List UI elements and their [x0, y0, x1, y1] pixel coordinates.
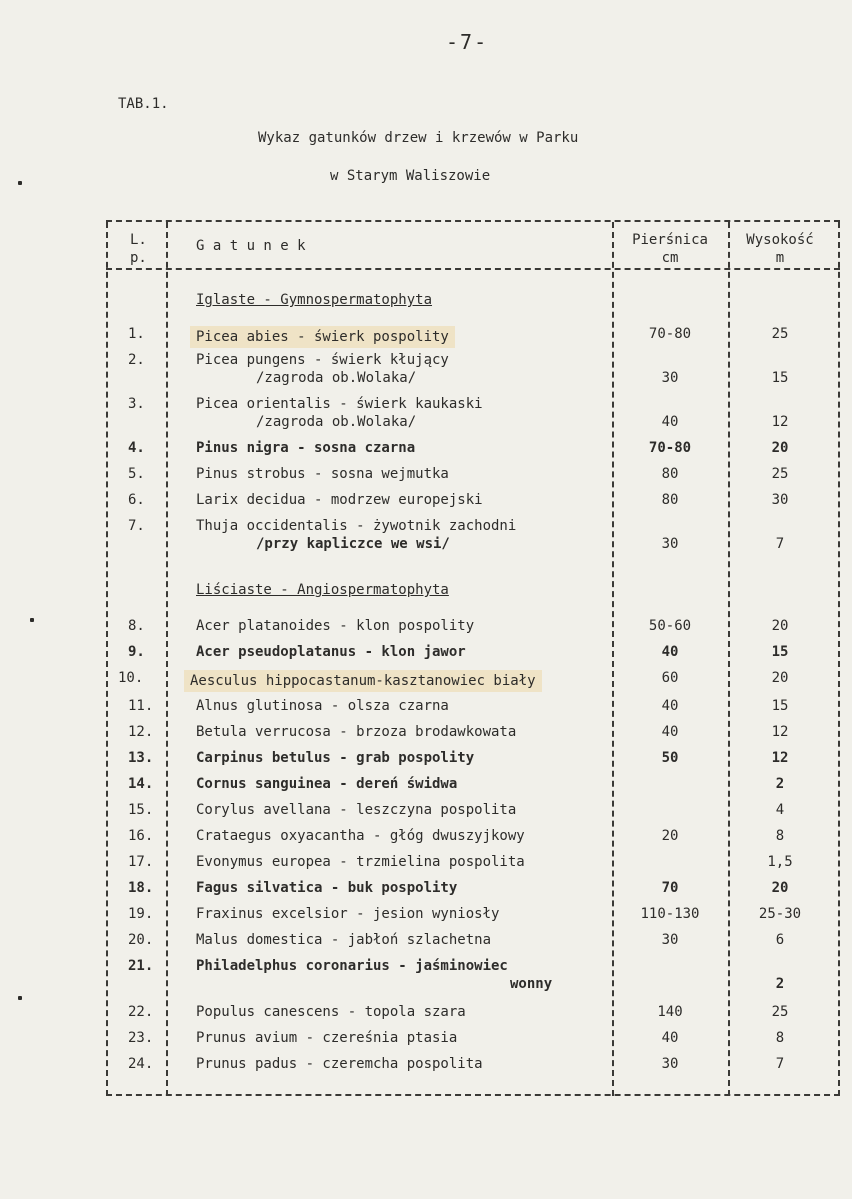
- girth-value: 40: [661, 698, 679, 714]
- height-value: 25: [771, 466, 789, 482]
- header-girth-unit: cm: [661, 250, 679, 266]
- row-number: 22.: [128, 1004, 154, 1020]
- row-number: 1.: [128, 326, 145, 342]
- row-number: 19.: [128, 906, 154, 922]
- table-row: [0, 828, 852, 848]
- table-row: [0, 1004, 852, 1024]
- height-value: 15: [771, 698, 789, 714]
- table-row: [0, 352, 852, 386]
- species-name: Alnus glutinosa - olsza czarna: [196, 698, 449, 714]
- girth-value: 40: [661, 1030, 679, 1046]
- table-row: [0, 518, 852, 552]
- header-height-unit: m: [775, 250, 785, 266]
- species-note: wonny: [510, 976, 553, 992]
- species-name: Larix decidua - modrzew europejski: [196, 492, 483, 508]
- header-species: G a t u n e k: [196, 238, 306, 254]
- row-number: 6.: [128, 492, 145, 508]
- height-value: 12: [771, 414, 789, 430]
- row-number: 11.: [128, 698, 154, 714]
- table-row: [0, 326, 852, 346]
- species-name: Philadelphus coronarius - jaśminowiec: [196, 958, 508, 974]
- species-name: Acer platanoides - klon pospolity: [196, 618, 475, 634]
- row-number: 18.: [128, 880, 154, 896]
- girth-value: 40: [661, 724, 679, 740]
- row-number: 13.: [128, 750, 154, 766]
- girth-value: 30: [661, 932, 679, 948]
- height-value: 6: [775, 932, 785, 948]
- height-value: 7: [775, 536, 785, 552]
- table-row: [0, 670, 852, 690]
- species-note: /zagroda ob.Wolaka/: [256, 370, 417, 386]
- girth-value: 110-130: [640, 906, 700, 922]
- species-name: Pinus strobus - sosna wejmutka: [196, 466, 449, 482]
- table-row: [0, 958, 852, 992]
- row-number: 8.: [128, 618, 145, 634]
- species-name: Picea orientalis - świerk kaukaski: [196, 396, 483, 412]
- species-name: Crataegus oxyacantha - głóg dwuszyjkowy: [196, 828, 525, 844]
- girth-value: 70: [661, 880, 679, 896]
- height-value: 25-30: [758, 906, 802, 922]
- girth-value: 70-80: [648, 326, 692, 342]
- table-row: [0, 396, 852, 430]
- table-row: [0, 906, 852, 926]
- species-name: Aesculus hippocastanum-kasztanowiec biały: [184, 670, 542, 692]
- girth-value: 50-60: [648, 618, 692, 634]
- height-value: 20: [771, 880, 789, 896]
- row-number: 15.: [128, 802, 154, 818]
- height-value: 20: [771, 440, 789, 456]
- row-number: 10.: [118, 670, 144, 686]
- section-heading-deciduous: Liściaste - Angiospermatophyta: [196, 582, 449, 598]
- girth-value: 140: [657, 1004, 683, 1020]
- girth-value: 50: [661, 750, 679, 766]
- header-height: Wysokość: [746, 232, 814, 248]
- table-label: TAB.1.: [118, 96, 169, 112]
- row-number: 21.: [128, 958, 154, 974]
- row-number: 17.: [128, 854, 154, 870]
- species-name: Acer pseudoplatanus - klon jawor: [196, 644, 466, 660]
- girth-value: 30: [661, 1056, 679, 1072]
- species-name: Picea abies - świerk pospolity: [190, 326, 455, 348]
- row-number: 24.: [128, 1056, 154, 1072]
- table-row: [0, 750, 852, 770]
- height-value: 20: [771, 670, 789, 686]
- row-number: 20.: [128, 932, 154, 948]
- girth-value: 40: [661, 414, 679, 430]
- table-row: [0, 440, 852, 460]
- height-value: 1,5: [767, 854, 793, 870]
- girth-value: 60: [661, 670, 679, 686]
- table-row: [0, 466, 852, 486]
- species-name: Fraxinus excelsior - jesion wyniosły: [196, 906, 500, 922]
- species-name: Prunus padus - czeremcha pospolita: [196, 1056, 483, 1072]
- girth-value: 30: [661, 370, 679, 386]
- table-row: [0, 802, 852, 822]
- row-number: 4.: [128, 440, 145, 456]
- section-heading-conifers: Iglaste - Gymnospermatophyta: [196, 292, 433, 308]
- margin-mark: [18, 181, 22, 185]
- height-value: 2: [775, 776, 785, 792]
- row-number: 12.: [128, 724, 154, 740]
- species-name: Betula verrucosa - brzoza brodawkowata: [196, 724, 517, 740]
- table-row: [0, 776, 852, 796]
- height-value: 12: [771, 750, 789, 766]
- girth-value: 80: [661, 492, 679, 508]
- height-value: 12: [771, 724, 789, 740]
- height-value: 7: [775, 1056, 785, 1072]
- table-row: [0, 932, 852, 952]
- girth-value: 20: [661, 828, 679, 844]
- height-value: 25: [771, 1004, 789, 1020]
- table-row: [0, 618, 852, 638]
- header-lp: L.: [130, 232, 147, 248]
- species-name: Thuja occidentalis - żywotnik zachodni: [196, 518, 517, 534]
- document-subtitle: w Starym Waliszowie: [330, 168, 491, 184]
- girth-value: 70-80: [648, 440, 692, 456]
- row-number: 7.: [128, 518, 145, 534]
- header-lp-line2: p.: [130, 250, 147, 266]
- table-row: [0, 854, 852, 874]
- species-name: Malus domestica - jabłoń szlachetna: [196, 932, 492, 948]
- row-number: 2.: [128, 352, 145, 368]
- height-value: 2: [775, 976, 785, 992]
- species-name: Corylus avellana - leszczyna pospolita: [196, 802, 517, 818]
- species-name: Pinus nigra - sosna czarna: [196, 440, 416, 456]
- height-value: 15: [771, 370, 789, 386]
- row-number: 16.: [128, 828, 154, 844]
- species-name: Fagus silvatica - buk pospolity: [196, 880, 458, 896]
- table-row: [0, 492, 852, 512]
- species-note: /przy kapliczce we wsi/: [256, 536, 450, 552]
- species-name: Picea pungens - świerk kłujący: [196, 352, 449, 368]
- row-number: 3.: [128, 396, 145, 412]
- header-girth: Pierśnica: [632, 232, 708, 248]
- height-value: 4: [775, 802, 785, 818]
- girth-value: 30: [661, 536, 679, 552]
- height-value: 20: [771, 618, 789, 634]
- table-row: [0, 1056, 852, 1076]
- species-name: Carpinus betulus - grab pospolity: [196, 750, 475, 766]
- species-name: Prunus avium - czereśnia ptasia: [196, 1030, 458, 1046]
- row-number: 9.: [128, 644, 145, 660]
- table-row: [0, 1030, 852, 1050]
- height-value: 8: [775, 1030, 785, 1046]
- table-row: [0, 698, 852, 718]
- girth-value: 80: [661, 466, 679, 482]
- species-name: Populus canescens - topola szara: [196, 1004, 466, 1020]
- height-value: 15: [771, 644, 789, 660]
- species-name: Cornus sanguinea - dereń świdwa: [196, 776, 458, 792]
- height-value: 8: [775, 828, 785, 844]
- row-number: 5.: [128, 466, 145, 482]
- document-title: Wykaz gatunków drzew i krzewów w Parku: [258, 130, 579, 146]
- species-note: /zagroda ob.Wolaka/: [256, 414, 417, 430]
- table-row: [0, 724, 852, 744]
- row-number: 14.: [128, 776, 154, 792]
- height-value: 25: [771, 326, 789, 342]
- girth-value: 40: [661, 644, 679, 660]
- margin-mark: [18, 996, 22, 1000]
- table-row: [0, 644, 852, 664]
- height-value: 30: [771, 492, 789, 508]
- species-name: Evonymus europea - trzmielina pospolita: [196, 854, 525, 870]
- table-row: [0, 880, 852, 900]
- row-number: 23.: [128, 1030, 154, 1046]
- page-number: -7-: [446, 30, 489, 54]
